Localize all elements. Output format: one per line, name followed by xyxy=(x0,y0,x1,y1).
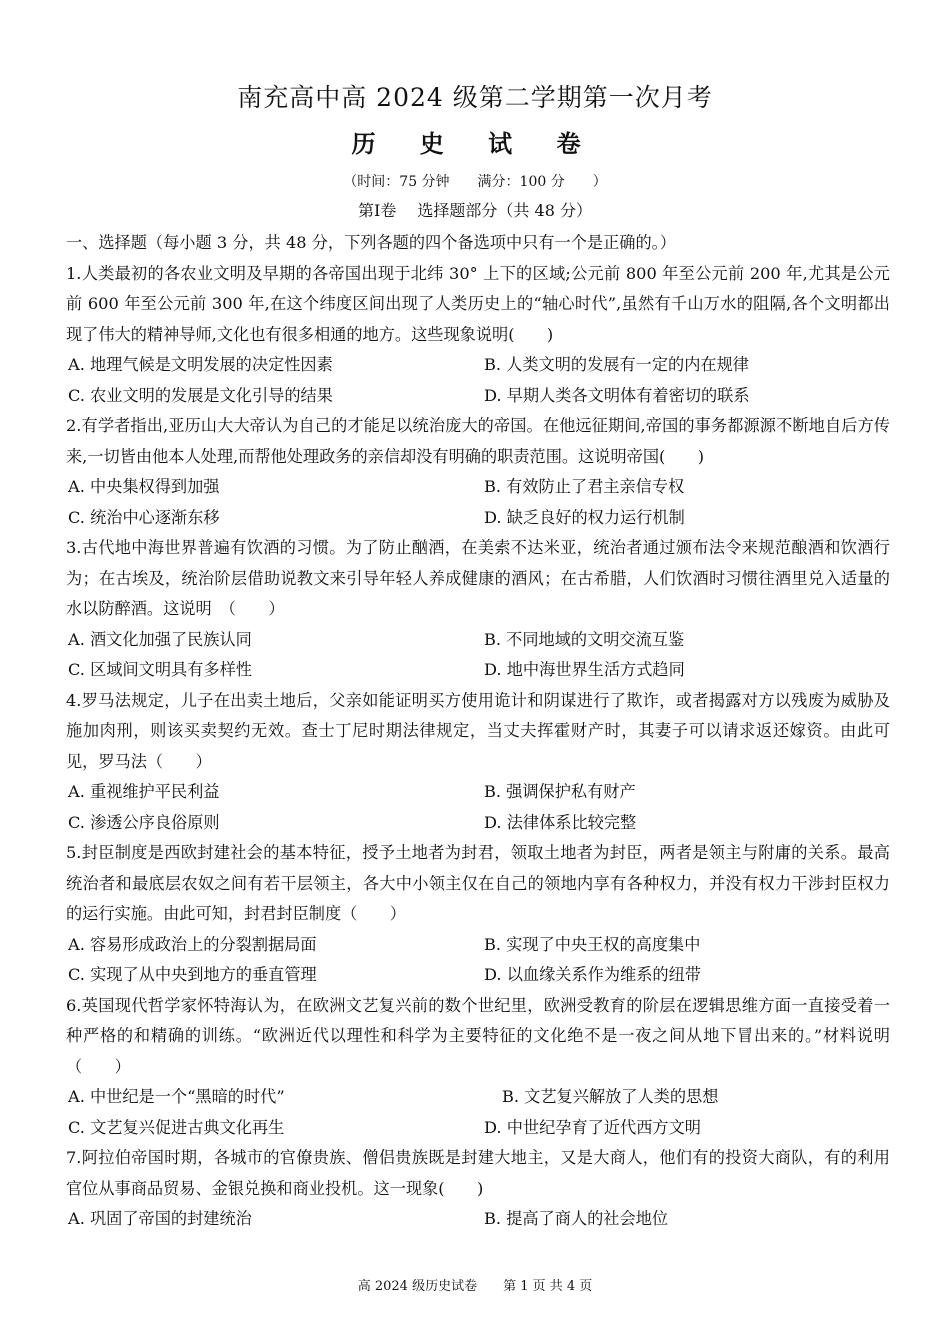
question-stem: 1.人类最初的各农业文明及早期的各帝国出现于北纬 30° 上下的区域;公元前 800 年至公元前 200 年,尤其是公元前 600 年至公元前 300 年,在这个纬度区间出现了人类历史上的“轴心时代”,虽然有千山万水的阻隔,各个文明都出现了伟大的精神导师,文化也有很多相通的地方。这些现象说明( ) xyxy=(66,263,890,344)
option-a: A. 重视维护平民利益 xyxy=(68,782,220,801)
question-stem: 3.古代地中海世界普遍有饮酒的习惯。为了防止酗酒，在美索不达米亚，统治者通过颁布法令来规范酿酒和饮酒行为；在古埃及，统治阶层借助说教文来引导年轻人养成健康的酒风；在古希腊，人们饮酒时习惯往酒里兑入适量的水以防醉酒。这说明 （ ） xyxy=(66,538,890,618)
option-d: D. 早期人类各文明体有着密切的联系 xyxy=(484,385,750,405)
option-c: C. 统治中心逐渐东移 xyxy=(68,507,220,527)
option-b: B. 不同地域的文明交流互鉴 xyxy=(484,629,685,649)
question-stem: 5.封臣制度是西欧封建社会的基本特征，授予土地者为封君，领取土地者为封臣，两者是领主与附庸的关系。最高统治者和最底层农奴之间有若干层领主，各大中小领主仅在自己的领地内享有各种权力，并没有权力干涉封臣权力的运行实施。由此可知，封君封臣制度（ ） xyxy=(66,843,890,923)
question-1 xyxy=(66,259,890,412)
time-info: （时间：75 分钟 满分：100 分 ） xyxy=(343,174,607,190)
instructions: 一、选择题（每小题 3 分，共 48 分，下列各题的四个备选项中只有一个是正确的。） xyxy=(66,233,676,252)
question-stem: 6.英国现代哲学家怀特海认为，在欧洲文艺复兴前的数个世纪里，欧洲受教育的阶层在逻辑思维方面一直接受着一种严格的和精确的训练。“欧洲近代以理性和科学为主要特征的文化绝不是一夜之间从地下冒出来的。”材料说明（ ） xyxy=(66,995,890,1076)
option-c: C. 农业文明的发展是文化引导的结果 xyxy=(68,385,333,405)
option-list xyxy=(66,930,890,991)
option-list xyxy=(66,777,890,838)
option-b: B. 提高了商人的社会地位 xyxy=(484,1209,669,1228)
option-list xyxy=(66,625,890,686)
option-b: B. 实现了中央王权的高度集中 xyxy=(484,934,701,954)
option-d: D. 缺乏良好的权力运行机制 xyxy=(484,507,685,527)
section-heading: 第Ⅰ卷 选择题部分（共 48 分） xyxy=(358,201,592,220)
option-a: A. 中世纪是一个“黑暗的时代” xyxy=(68,1087,285,1106)
question-stem: 7.阿拉伯帝国时期，各城市的官僚贵族、僧侣贵族既是封建大地主，又是大商人，他们有的投资大商队，有的利用官位从事商品贸易、金银兑换和商业投机。这一现象( ) xyxy=(66,1148,890,1198)
option-a: A. 容易形成政治上的分裂割据局面 xyxy=(68,934,317,954)
option-d: D. 以血缘关系作为维系的纽带 xyxy=(484,965,701,984)
question-2 xyxy=(66,411,890,533)
option-a: A. 地理气候是文明发展的决定性因素 xyxy=(68,355,333,374)
option-list xyxy=(66,472,890,533)
option-list xyxy=(66,350,890,411)
question-6 xyxy=(66,991,890,1144)
option-b: B. 强调保护私有财产 xyxy=(484,782,636,801)
option-d: D. 地中海世界生活方式趋同 xyxy=(484,660,685,679)
option-b: B. 有效防止了君主亲信专权 xyxy=(484,477,685,496)
exam-title: 南充高中高 2024 级第二学期第一次月考 xyxy=(237,83,713,112)
option-a: A. 中央集权得到加强 xyxy=(68,477,220,496)
question-stem: 2.有学者指出,亚历山大大帝认为自己的才能足以统治庞大的帝国。在他远征期间,帝国的事务都源源不断地自后方传来,一切皆由他本人处理,而帮他处理政务的亲信却没有明确的职责范围。这说明帝国( ) xyxy=(66,416,890,466)
question-5 xyxy=(66,838,890,991)
option-c: C. 文艺复兴促进古典文化再生 xyxy=(68,1117,285,1137)
option-c: C. 区域间文明具有多样性 xyxy=(68,660,252,679)
question-body xyxy=(66,228,890,1235)
option-b: B. 文艺复兴解放了人类的思想 xyxy=(502,1087,719,1106)
question-4 xyxy=(66,686,890,839)
page-footer: 高 2024 级历史试卷 第 1 页 共 4 页 xyxy=(357,1279,593,1294)
exam-subtitle: 历 史 试 卷 xyxy=(351,129,599,158)
option-a: A. 巩固了帝国的封建统治 xyxy=(68,1209,252,1228)
option-d: D. 法律体系比较完整 xyxy=(484,812,637,832)
option-list xyxy=(66,1204,890,1235)
question-7 xyxy=(66,1143,890,1235)
option-c: C. 渗透公序良俗原则 xyxy=(68,812,220,832)
option-c: C. 实现了从中央到地方的垂直管理 xyxy=(68,965,317,984)
question-3 xyxy=(66,533,890,686)
option-d: D. 中世纪孕育了近代西方文明 xyxy=(484,1117,701,1137)
option-a: A. 酒文化加强了民族认同 xyxy=(68,629,252,649)
option-b: B. 人类文明的发展有一定的内在规律 xyxy=(484,355,749,374)
option-list xyxy=(66,1082,890,1143)
question-stem: 4.罗马法规定，儿子在出卖土地后，父亲如能证明买方使用诡计和阴谋进行了欺诈，或者揭露对方以残废为威胁及施加肉刑，则该买卖契约无效。查士丁尼时期法律规定，当丈夫挥霍财产时，其妻子可以请求返还嫁资。由此可见，罗马法（ ） xyxy=(66,690,890,771)
